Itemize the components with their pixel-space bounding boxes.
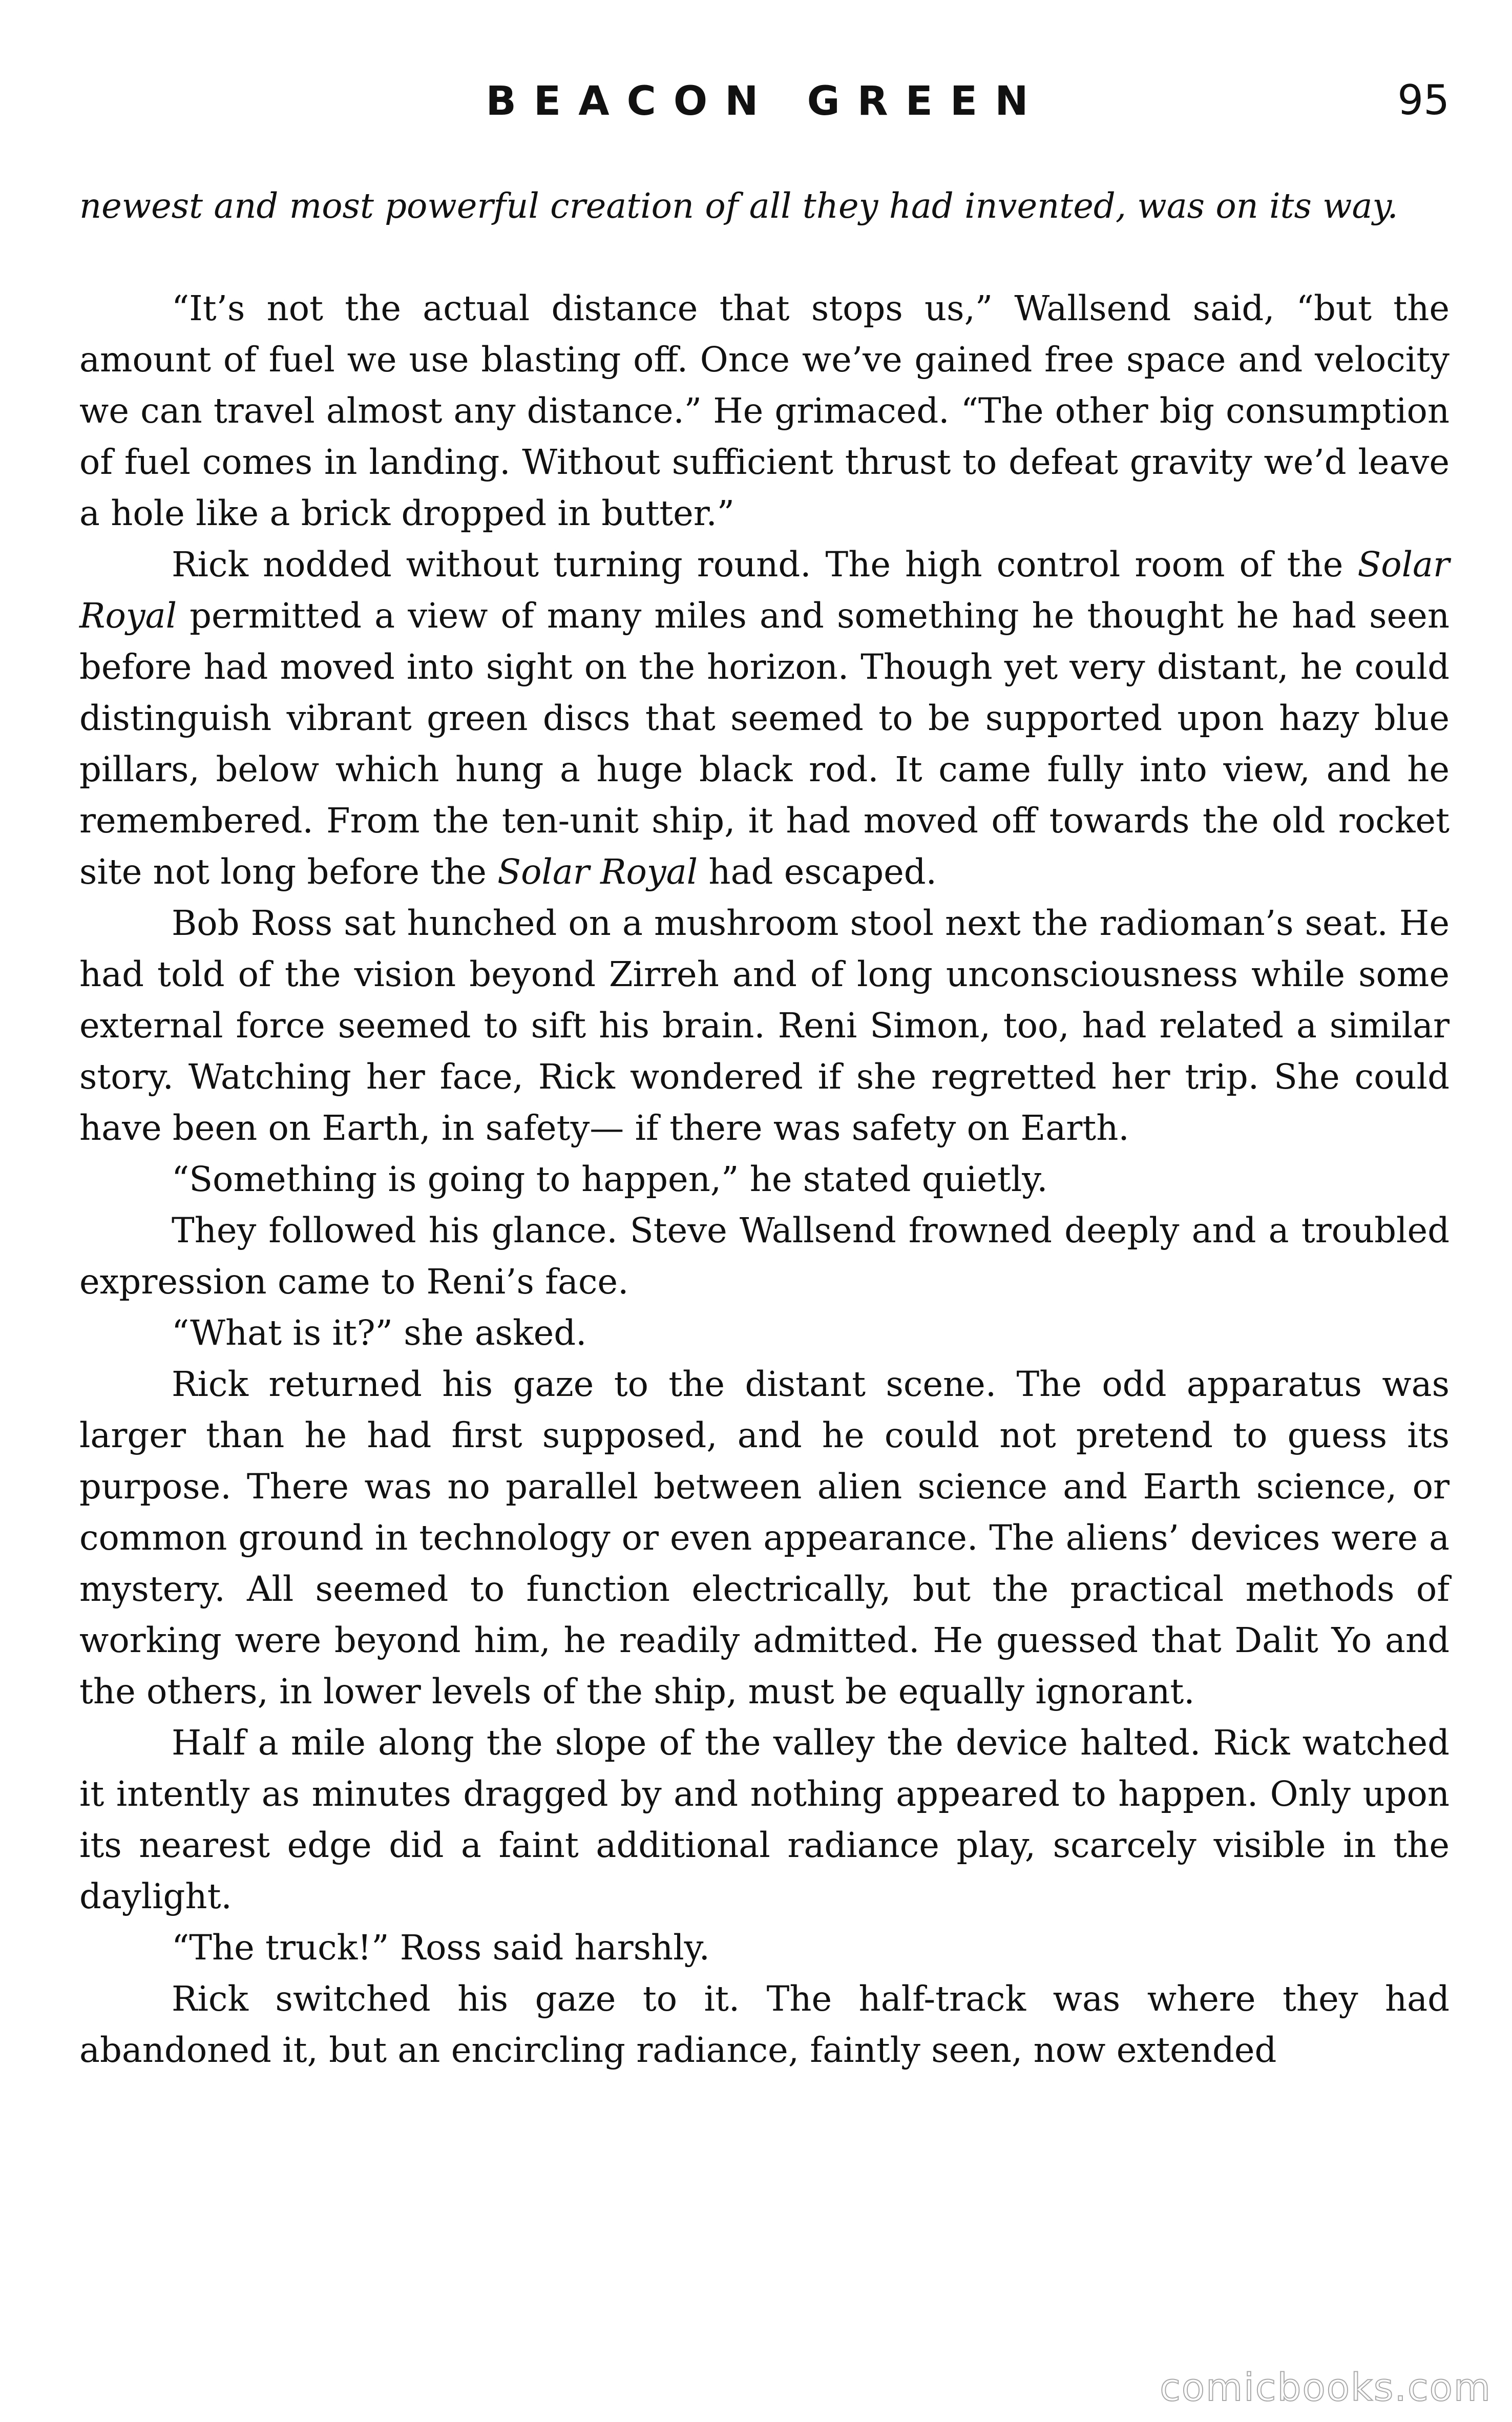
paragraph-text: permitted a view of many miles and something he thought he had seen before had moved into sight on the horizon. Though yet very distant, he could distinguish vibrant green discs that seemed to be supported upon hazy blue pillars, below which hung a huge black rod. It came fully into view, and he remembered. From the ten-unit ship, it had moved off towards the old rocket site not long before the: [79, 596, 1450, 892]
ship-name: Solar Royal: [79, 545, 1450, 636]
paragraph: “Something is going to happen,” he stated quietly.: [172, 1159, 1048, 1199]
page-header: [82, 72, 1450, 138]
paragraph-text: Rick nodded without turning round. The high control room of the: [172, 545, 1358, 584]
paragraph: Rick returned his gaze to the distant scene. The odd apparatus was larger than he had first supposed, and he could not pretend to guess its purpose. There was no parallel between alien science and Earth science, or common ground in technology or even appearance. The aliens’ devices were a mystery. All seemed to function electrically, but the practical methods of working were beyond him, he readily admitted. He guessed that Dalit Yo and the others, in lower levels of the ship, must be equally ignorant.: [79, 1364, 1450, 1711]
paragraph: They followed his glance. Steve Wallsend frowned deeply and a troubled expression came to Reni’s face.: [79, 1210, 1450, 1302]
paragraph: Half a mile along the slope of the valley the device halted. Rick watched it intently as minutes dragged by and nothing appeared to happen. Only upon its nearest edge did a faint additional radiance play, scarcely visible in the daylight.: [79, 1723, 1450, 1916]
paragraph: Bob Ross sat hunched on a mushroom stool next the radioman’s seat. He had told of the vision beyond Zirreh and of long unconsciousness while some external force seemed to sift his brain. Reni Simon, too, had related a similar story. Watching her face, Rick wondered if she regretted her trip. She could have been on Earth, in safety— if there was safety on Earth.: [79, 903, 1450, 1148]
paragraph-continuation: newest and most powerful creation of all they had invented, was on its way.: [79, 186, 1398, 226]
watermark: comicbooks.com: [1160, 2366, 1492, 2410]
paragraph: “It’s not the actual distance that stops us,” Wallsend said, “but the amount of fuel we use blasting off. Once we’ve gained free space and velocity we can travel almost any distance.” He grimaced. “The other big consumption of fuel comes in landing. Without sufficient thrust to defeat gravity we’d leave a hole like a brick dropped in butter.”: [79, 288, 1450, 533]
paragraph-text: had escaped.: [698, 852, 937, 892]
paragraph: “What is it?” she asked.: [172, 1313, 587, 1353]
paragraph: Rick switched his gaze to it. The half-track was where they had abandoned it, but an encircling radiance, faintly seen, now extended: [79, 1979, 1450, 2070]
ship-name: Solar Royal: [497, 852, 698, 892]
paragraph: [79, 539, 1450, 897]
body-text: [79, 180, 1450, 2076]
page-number: 95: [1397, 76, 1450, 124]
running-title: BEACON GREEN: [486, 78, 1046, 124]
paragraph: “The truck!” Ross said harshly.: [172, 1928, 710, 1968]
